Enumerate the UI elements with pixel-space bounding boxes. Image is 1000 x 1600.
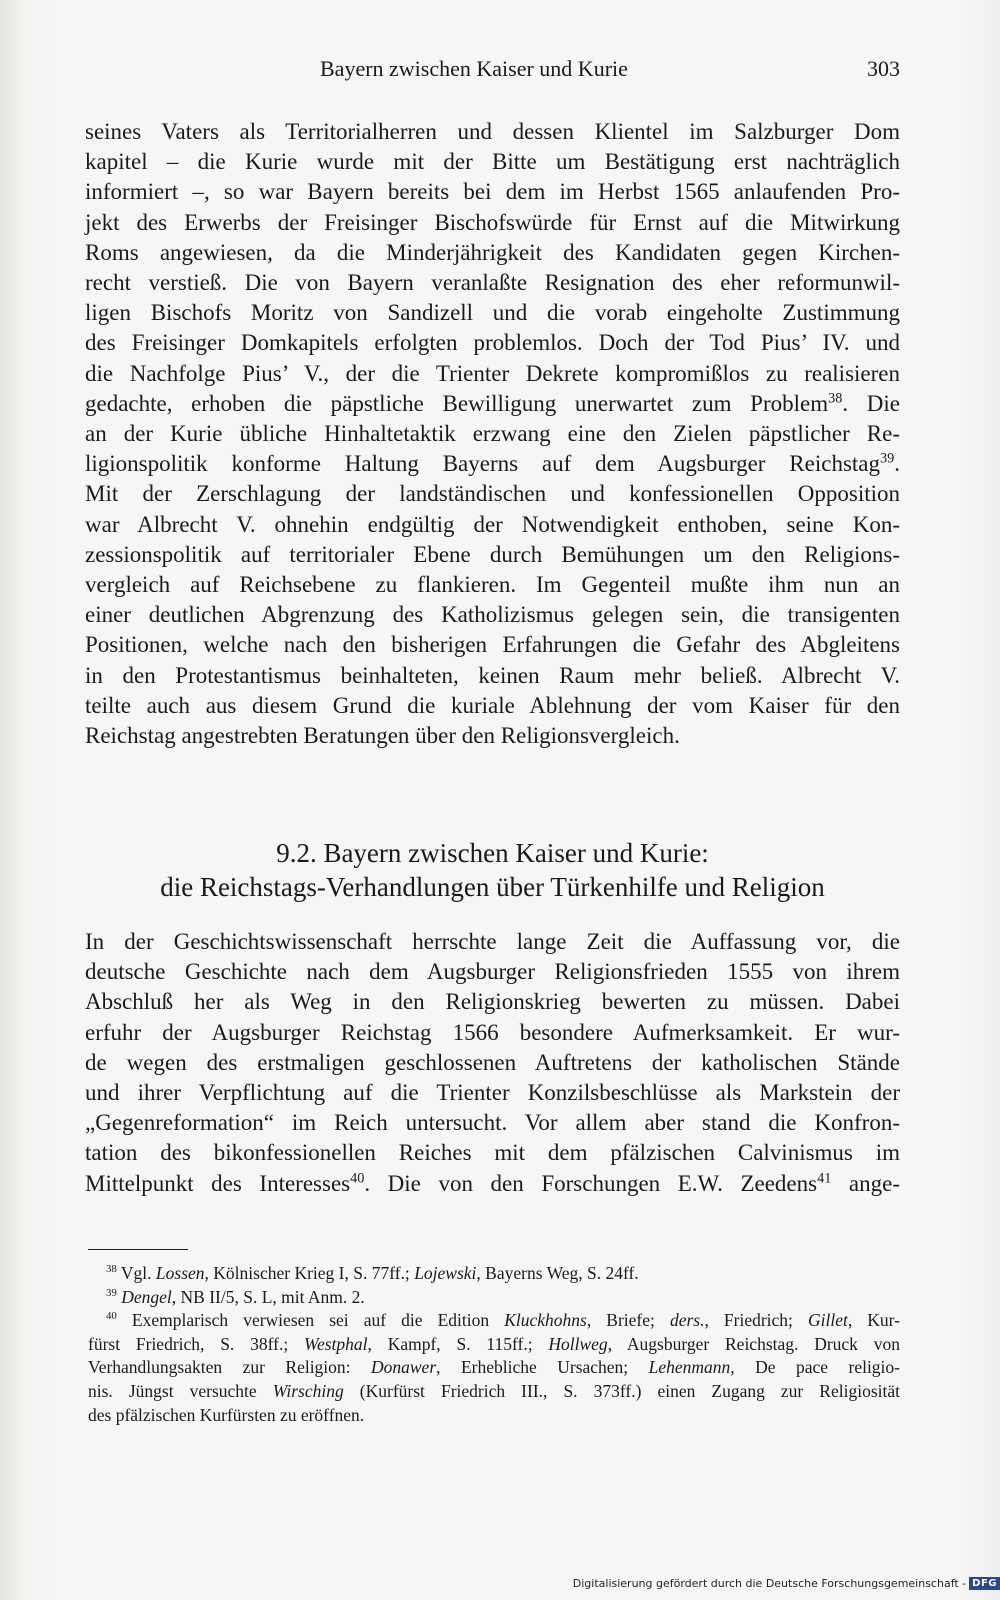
text-line: und ihrer Verpflichtung auf die Trienter Konzilsbeschlüsse als Markstein der [85,1080,900,1106]
footnote-text: , Kur- [847,1310,900,1331]
footnote-text: (Kurfürst Friedrich III., S. 373ff.) einen Zugang zur Religiosität [343,1380,900,1401]
footnote-text: , Friedrich; [704,1310,808,1331]
section-heading [85,836,900,904]
text-line: informiert –, so war Bayern bereits bei dem im Herbst 1565 anlaufenden Pro- [85,179,900,205]
text-line: deutsche Geschichte nach dem Augsburger Religionsfrieden 1555 von ihrem [85,959,900,985]
footnote-text: , Augsburger Reichstag. Druck von [607,1333,900,1354]
footnotes [88,1262,900,1427]
author-name: Lojewski [414,1263,477,1283]
text-fragment: gedachte, erhoben die päpstliche Bewilligung unerwartet zum Problem [85,390,829,416]
text-line: Positionen, welche nach den bisherigen Erfahrungen die Gefahr des Abgleitens [85,632,900,658]
text-line: war Albrecht V. ohnehin endgültig der Notwendigkeit enthoben, seine Kon- [85,511,900,537]
text-line: In der Geschichtswissenschaft herrschte lange Zeit die Auffassung vor, die [85,929,900,954]
text-line: Reichstag angestrebten Beratungen über den Religionsvergleich. [85,723,680,749]
text-line: die Nachfolge Pius’ V., der die Trienter Dekrete kompromißlos zu realisieren [85,360,900,386]
running-title: Bayern zwischen Kaiser und Kurie [320,56,628,81]
footnote-number: 40 [106,1310,117,1323]
author-name: Dengel [121,1286,172,1307]
author-name: Lossen [155,1263,205,1283]
text-line: in den Protestantismus beinhalteten, keinen Raum mehr beließ. Albrecht V. [85,662,900,688]
text-line: seines Vaters als Territorialherren und dessen Klientel im Salzburger Dom [85,119,900,144]
text-line: „Gegenreformation“ im Reich untersucht. Vor allem aber stand die Konfron- [85,1110,900,1136]
page-number: 303 [867,56,900,81]
text-line: Abschluß her als Weg in den Religionskrieg bewerten zu müssen. Dabei [85,989,900,1015]
footnote-text: , Kampf, S. 115ff.; [367,1333,549,1354]
body-paragraph-1 [85,117,900,751]
text-line: an der Kurie übliche Hinhaltetaktik erzwang eine den Zielen päpstlicher Re- [85,421,900,447]
footnote-ref-40[interactable]: 40 [350,1169,365,1186]
running-head [88,56,900,84]
author-name: ders. [669,1310,705,1331]
footnote-40-line: des pfälzischen Kurfürsten zu eröffnen. [88,1404,365,1425]
footnote-38 [88,1262,900,1286]
footnote-text: Exemplarisch verwiesen sei auf die Edition [116,1310,505,1331]
author-name: Kluckhohns [504,1310,587,1331]
footnote-number: 38 [106,1263,117,1276]
text-line: de wegen des erstmaligen geschlossenen Auftretens der katholischen Stände [85,1049,900,1075]
section-heading-line-1: 9.2. Bayern zwischen Kaiser und Kurie: [276,838,709,868]
footnote-text: , De pace religio- [730,1357,900,1378]
text-fragment: ligionspolitik konforme Haltung Bayerns auf dem Augsburger Reichstag [85,451,880,477]
footnote-ref-38[interactable]: 38 [828,390,843,407]
author-name: Lehenmann [648,1357,731,1378]
text-line: zessionspolitik auf territorialer Ebene durch Bemühungen um den Religions- [85,541,900,567]
text-line: tation des bikonfessionellen Reiches mit dem pfälzischen Calvinismus im [85,1140,900,1166]
footnote-40-line [88,1356,900,1380]
text-line: teilte auch aus diesem Grund die kuriale Ablehnung der vom Kaiser für den [85,692,900,718]
footnote-text: , Briefe; [586,1310,670,1331]
text-line: jekt des Erwerbs der Freisinger Bischofswürde für Ernst auf die Mitwirkung [85,209,900,235]
footnote-text: , Bayerns Weg, S. 24ff. [476,1263,639,1283]
footnote-text: nis. Jüngst versuchte [88,1380,273,1401]
text-fragment: . Die von den Forschungen E.W. Zeedens [364,1170,818,1196]
footnote-number: 39 [106,1286,117,1299]
text-line: des Freisinger Domkapitels erfolgten problemlos. Doch der Tod Pius’ IV. und [85,330,900,356]
text-line: einer deutlichen Abgrenzung des Katholizismus gelegen sein, die transigenten [85,602,900,628]
text-line: ligionspolitik konforme Haltung Bayerns auf dem Augsburger Reichstag$^{39}$. [85,450,900,477]
footnote-text: , NB II/5, S. L, mit Anm. 2. [171,1286,365,1307]
text-line: ligen Bischofs Moritz von Sandizell und die vorab eingeholte Zustimmung [85,300,900,326]
footnote-40-line [88,1333,900,1357]
author-name: Donawer [371,1357,437,1378]
footnote-40-line [88,1309,900,1333]
text-line [85,1169,900,1199]
text-fragment: Mittelpunkt des Interesses [85,1170,351,1196]
footnote-separator [88,1249,188,1250]
text-line: Roms angewiesen, da die Minderjährigkeit des Kandidaten gegen Kirchen- [85,239,900,265]
author-name: Hollweg [548,1333,608,1354]
digitization-footer [573,1574,1000,1592]
text-line: erfuhr der Augsburger Reichstag 1566 besondere Aufmerksamkeit. Er wur- [85,1019,900,1045]
text-fragment: ange- [831,1170,900,1196]
body-paragraph-2 [85,927,900,1199]
footer-text: Digitalisierung gefördert durch die Deutsche Forschungsgemeinschaft - [572,1576,967,1590]
section-heading-line-2: die Reichstags-Verhandlungen über Türkenhilfe und Religion [160,872,825,902]
text-fragment: . Die [842,390,900,416]
text-line: Mit der Zerschlagung der landständischen und konfessionellen Opposition [85,481,900,507]
text-line: recht verstieß. Die von Bayern veranlaßte Resignation des eher reformunwil- [85,270,900,296]
footnote-text: , Erhebliche Ursachen; [436,1357,649,1378]
footnote-39 [88,1286,900,1310]
footnote-40-line [88,1380,900,1404]
text-line: kapitel – die Kurie wurde mit der Bitte um Bestätigung erst nachträglich [85,149,900,175]
author-name: Gillet [807,1310,848,1331]
footnote-ref-39[interactable]: 39 [880,450,895,467]
dfg-logo: DFG [969,1577,1000,1590]
footnote-text: Vgl. [116,1263,156,1283]
author-name: Westphal [304,1333,368,1354]
footnote-text: , Kölnischer Krieg I, S. 77ff.; [204,1263,415,1283]
footnote-text: fürst Friedrich, S. 38ff.; [88,1333,304,1354]
text-line [85,389,900,419]
footnote-text: Verhandlungsakten zur Religion: [88,1357,371,1378]
author-name: Wirsching [272,1380,344,1401]
text-line: vergleich auf Reichsebene zu flankieren. Im Gegenteil mußte ihm nun an [85,572,900,598]
footnote-ref-41[interactable]: 41 [817,1169,832,1186]
